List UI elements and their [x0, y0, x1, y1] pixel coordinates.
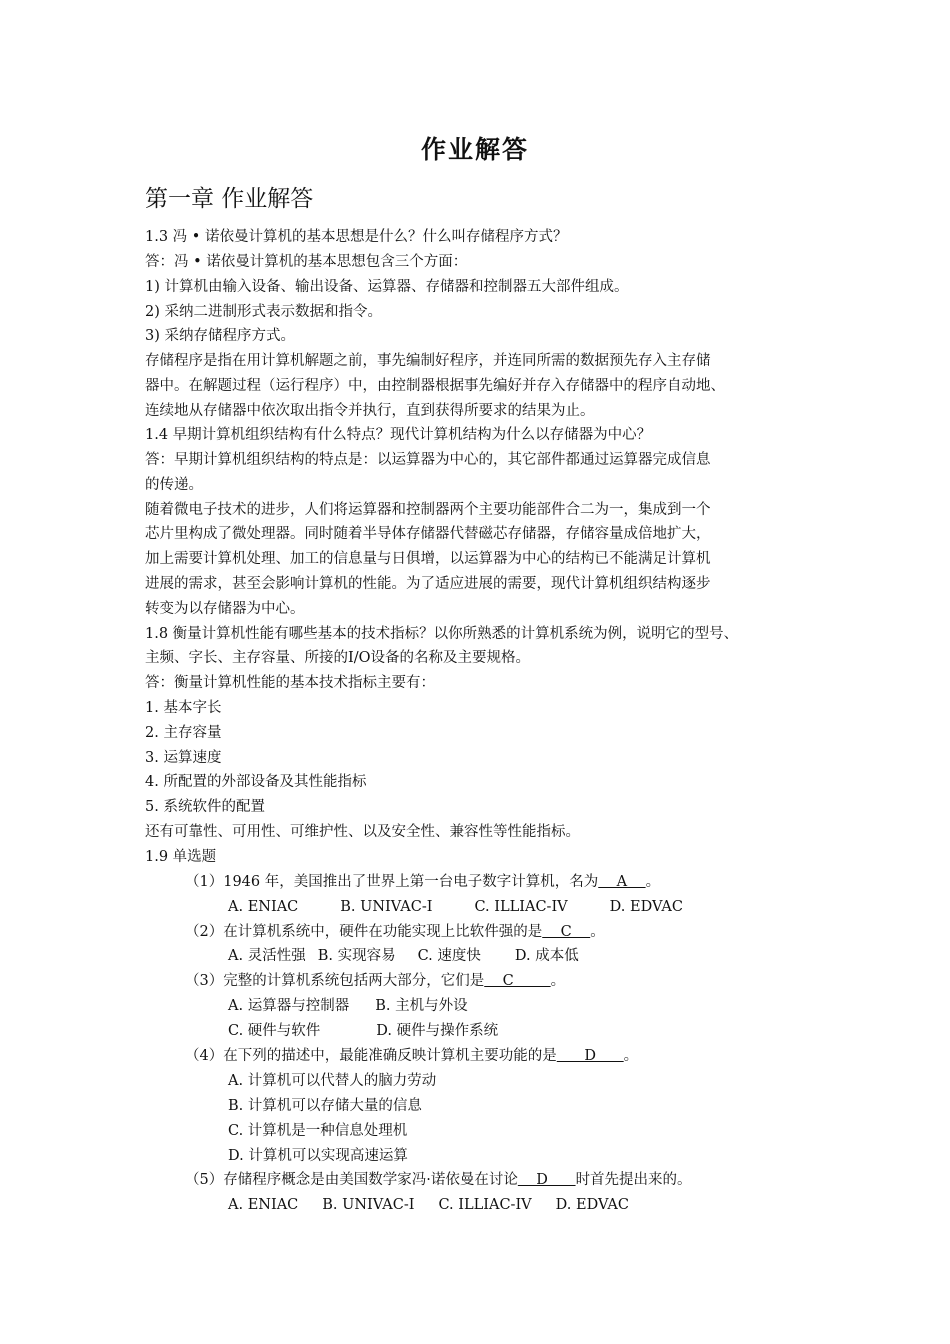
question-text: 。 [550, 973, 566, 989]
question-1-3: 1.3 冯 • 诺依曼计算机的基本思想是什么？什么叫存储程序方式？ [145, 229, 568, 245]
answer-line: 的传递。 [145, 477, 203, 493]
question-text: （3）完整的计算机系统包括两大部分，它们是 [185, 973, 485, 989]
list-item: 3) 采纳存储程序方式。 [145, 328, 295, 344]
question-1-4: 1.4 早期计算机组织结构有什么特点？现代计算机结构为什么以存储器为中心？ [145, 427, 652, 443]
option-a: A. 运算器与控制器 [228, 998, 350, 1014]
mcq-options [228, 1195, 629, 1215]
option-c: C. ILLIAC-IV [474, 899, 568, 915]
option-d: D. EDVAC [555, 1197, 629, 1213]
question-1-8: 1.8 衡量计算机性能有哪些基本的技术指标？以你所熟悉的计算机系统为例，说明它的型号、 [145, 626, 739, 642]
answer-line: 答：衡量计算机性能的基本技术指标主要有： [145, 675, 435, 691]
list-item: 1. 基本字长 [145, 700, 222, 716]
paragraph-line: 器中。在解题过程（运行程序）中，由控制器根据事先编好并存入存储器中的程序自动地、 [145, 378, 725, 394]
mcq-options [228, 897, 683, 917]
option-d: D. 硬件与操作系统 [376, 1023, 499, 1039]
answer-blank: C [484, 973, 551, 989]
question-1-8: 主频、字长、主存容量、所接的I/O设备的名称及主要规格。 [145, 650, 530, 666]
option-b: B. UNIVAC-I [322, 1197, 415, 1213]
option-d: D. 计算机可以实现高速运算 [228, 1148, 408, 1164]
paragraph-line: 连续地从存储器中依次取出指令并执行，直到获得所要求的结果为止。 [145, 403, 595, 419]
list-item: 1) 计算机由输入设备、输出设备、运算器、存储器和控制器五大部件组成。 [145, 279, 629, 295]
option-a: A. 计算机可以代替人的脑力劳动 [228, 1073, 437, 1089]
question-text: 。 [645, 874, 661, 890]
mcq-question [185, 1046, 638, 1066]
list-item: 5. 系统软件的配置 [145, 799, 265, 815]
paragraph-line: 还有可靠性、可用性、可维护性、以及安全性、兼容性等性能指标。 [145, 824, 580, 840]
mcq-question [185, 872, 660, 892]
option-b: B. UNIVAC-I [340, 899, 433, 915]
answer-blank: D [556, 1048, 624, 1064]
question-text: （4）在下列的描述中，最能准确反映计算机主要功能的是 [185, 1048, 557, 1064]
mcq-question [185, 922, 605, 942]
question-text: 。 [623, 1048, 639, 1064]
question-text: （1）1946 年，美国推出了世界上第一台电子数字计算机，名为 [185, 874, 599, 890]
paragraph-line: 芯片里构成了微处理器。同时随着半导体存储器代替磁芯存储器，存储容量成倍地扩大， [145, 526, 711, 542]
list-item: 2) 采纳二进制形式表示数据和指令。 [145, 304, 382, 320]
paragraph-line: 随着微电子技术的进步，人们将运算器和控制器两个主要功能部件合二为一，集成到一个 [145, 502, 711, 518]
option-a: A. ENIAC [228, 1197, 299, 1213]
answer-line: 答：冯 • 诺依曼计算机的基本思想包含三个方面： [145, 254, 468, 270]
mcq-question [185, 971, 565, 991]
paragraph-line: 存储程序是指在用计算机解题之前，事先编制好程序，并连同所需的数据预先存入主存储 [145, 353, 711, 369]
question-text: 时首先提出来的。 [575, 1172, 692, 1188]
paragraph-line: 加上需要计算机处理、加工的信息量与日俱增，以运算器为中心的结构已不能满足计算机 [145, 551, 711, 567]
option-c: C. ILLIAC-IV [438, 1197, 532, 1213]
mcq-options [228, 1021, 498, 1041]
answer-line: 答：早期计算机组织结构的特点是：以运算器为中心的，其它部件都通过运算器完成信息 [145, 452, 711, 468]
option-b: B. 计算机可以存储大量的信息 [228, 1098, 422, 1114]
option-c: C. 计算机是一种信息处理机 [228, 1123, 408, 1139]
answer-blank: A [598, 874, 646, 890]
option-c: C. 速度快 [417, 948, 481, 964]
option-a: A. ENIAC [228, 899, 299, 915]
question-text: （2）在计算机系统中，硬件在功能实现上比软件强的是 [185, 924, 543, 940]
paragraph-line: 进展的需求，甚至会影响计算机的性能。为了适应进展的需要，现代计算机组织结构逐步 [145, 576, 711, 592]
answer-blank: C [542, 924, 591, 940]
question-text: （5）存储程序概念是由美国数学家冯·诺依曼在讨论 [185, 1172, 518, 1188]
question-text: 。 [590, 924, 605, 940]
option-d: D. 成本低 [514, 948, 579, 964]
page-title: 作业解答 [420, 135, 529, 164]
option-b: B. 主机与外设 [375, 998, 468, 1014]
chapter-heading: 第一章 作业解答 [145, 186, 314, 212]
mcq-question [185, 1170, 692, 1190]
section-heading: 1.9 单选题 [145, 849, 217, 865]
list-item: 2. 主存容量 [145, 725, 222, 741]
mcq-options [228, 946, 579, 966]
option-d: D. EDVAC [609, 899, 683, 915]
answer-blank: D [517, 1172, 576, 1188]
mcq-options [228, 996, 468, 1016]
option-a: A. 灵活性强 [228, 948, 306, 964]
list-item: 3. 运算速度 [145, 750, 222, 766]
option-b: B. 实现容易 [317, 948, 396, 964]
option-c: C. 硬件与软件 [228, 1023, 321, 1039]
paragraph-line: 转变为以存储器为中心。 [145, 601, 305, 617]
list-item: 4. 所配置的外部设备及其性能指标 [145, 774, 367, 790]
